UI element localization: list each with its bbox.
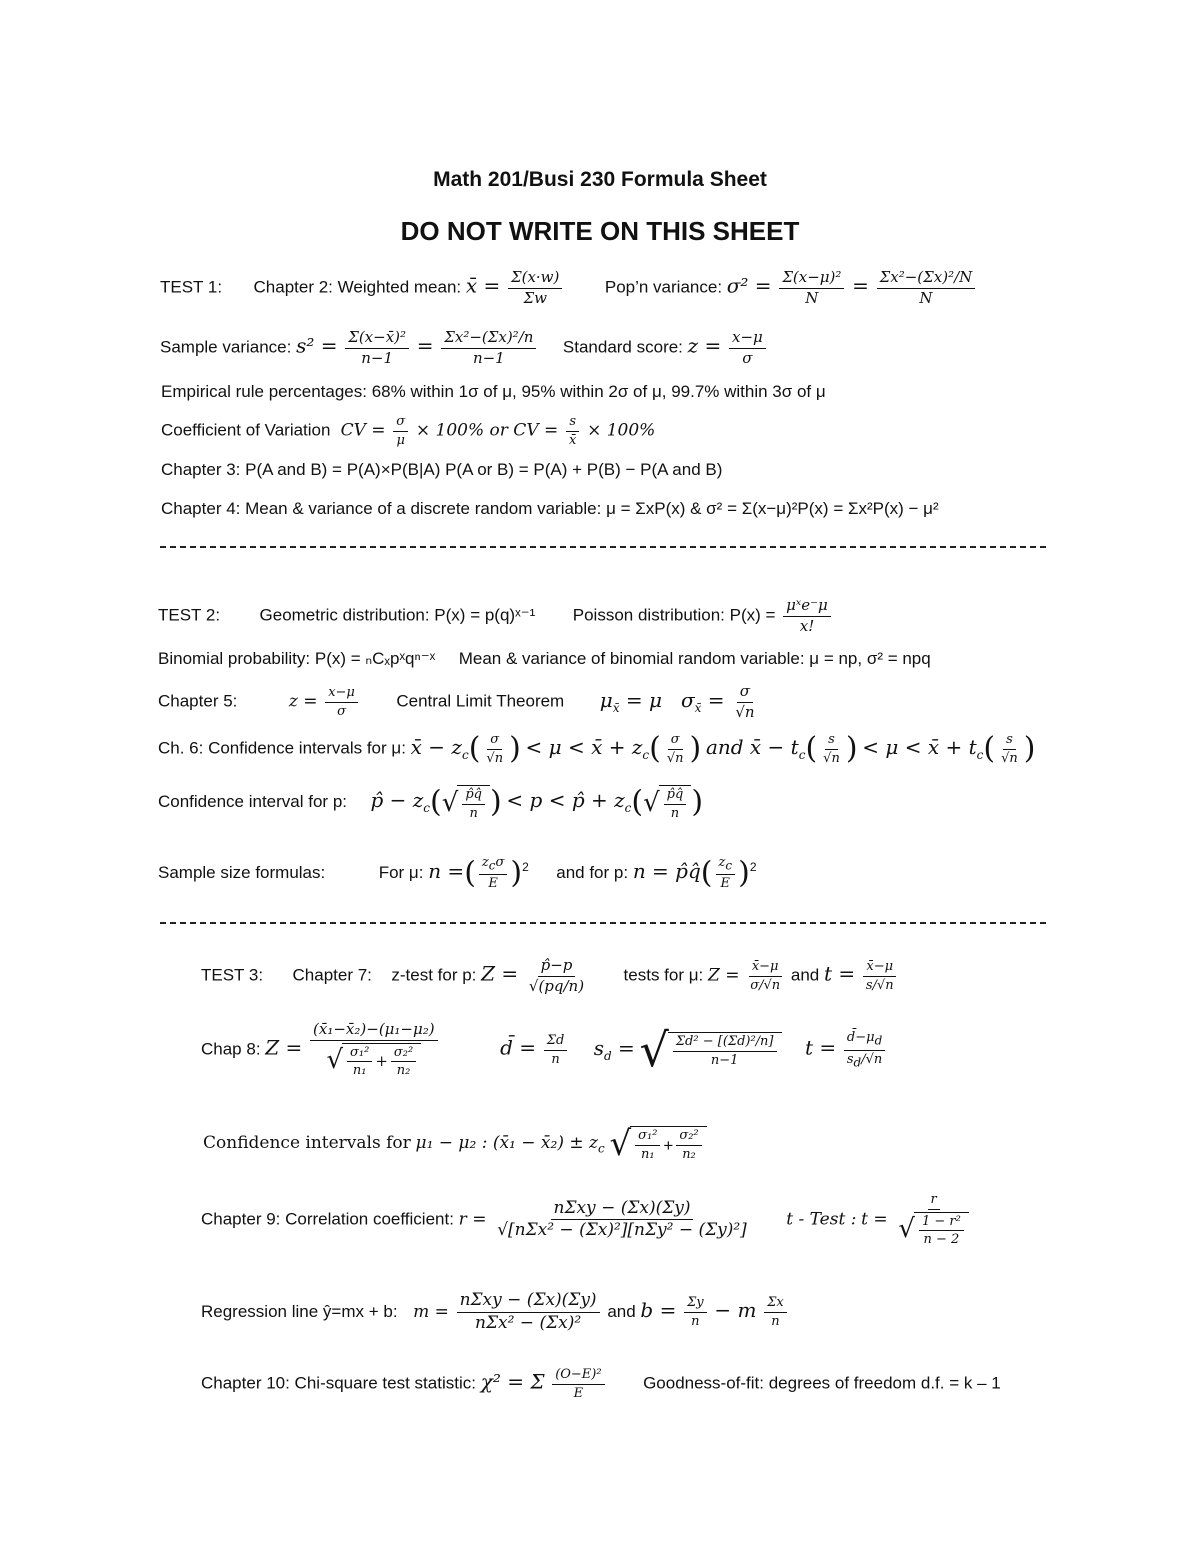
ci-diff-label: Confidence intervals for	[203, 1133, 411, 1154]
ch6-confidence-mu: Ch. 6: Confidence intervals for μ: x̄ − $z_c$( $\frac{\sigma}{√n}$ ) < μ < x̄ + $z_c$( $\frac{\sigma}{√n}$ ) and x̄ − $t_c$( $\frac{s}{√n}$ ) < μ < x̄ + $t_c$( $\frac{s}{√n}$ )	[158, 731, 1036, 767]
chapter5-line: Chapter 5: z = $\frac{x-\mu}{\sigma}$ Central Limit Theorem $\mu_{x̄} = \mu$ $\sigma_{x̄}$ = $\frac{\sigma}{√n}$	[158, 682, 755, 721]
geometric-distribution: Geometric distribution: P(x) = p(q)ˣ⁻¹	[259, 605, 536, 625]
ci-p-label: Confidence interval for p:	[158, 792, 347, 812]
section-separator-2	[160, 922, 1046, 924]
poisson-label: Poisson distribution: P(x) =	[572, 605, 776, 625]
chapter7-label: Chapter 7:	[292, 965, 372, 985]
cv-label: Coefficient of Variation	[161, 420, 331, 440]
ttest-label: t - Test :	[786, 1209, 857, 1230]
ch6-label: Ch. 6: Confidence intervals for μ:	[158, 738, 406, 758]
sample-size-formulas: Sample size formulas: For μ: n =( $\frac{\text{zcσ}}{E}$ )$^2$ and for p: n = p̂q̂( $\frac{zc}{E}$ )$^2$	[158, 855, 757, 892]
chapter5-label: Chapter 5:	[158, 691, 238, 711]
weighted-mean-label: Weighted mean:	[337, 277, 462, 297]
coefficient-of-variation: Coefficient of Variation CV = $\frac{\sigma}{\mu}$ × 100% or CV = $\frac{s}{x̄}$ × 100%	[161, 414, 656, 448]
regression-line: Regression line ŷ=mx + b: m = $\frac{\text{nΣxy − (Σx)(Σy)}}{\text{nΣx² − (Σx)²}}$ and b = $\frac{\Sigma y}{n}$ − m $\frac{\Sigma x}{n}$	[201, 1292, 790, 1333]
test3-chapter7: TEST 3: Chapter 7: z-test for p: Z = $\frac{p̂-p}{√(pq/n)}$ tests for μ: Z = $\frac{x̄-\mu}{\sigma/√n}$ and t = $\frac{x̄-\mu}{s/√n}$	[201, 958, 900, 995]
test1-label: TEST 1:	[160, 277, 223, 297]
test1-line-weighted-mean: TEST 1: Chapter 2: Weighted mean: x̄ = $\frac{\Sigma(x\cdot w)}{\Sigma w}$ Pop’n variance: σ² = $\frac{\text{Σ(x−μ)²}}{N}$ = $\frac{\text{Σx²−(Σx)²/N}}{N}$	[160, 270, 978, 307]
and-b-label: and	[607, 1301, 636, 1321]
empirical-rule: Empirical rule percentages: 68% within 1σ of μ, 95% within 2σ of μ, 99.7% within 3σ of μ	[161, 382, 826, 401]
chapter4-discrete-rv: Chapter 4: Mean & variance of a discrete random variable: μ = ΣxP(x) & σ² = Σ(x−μ)²P(x) = Σx²P(x) − μ²	[161, 499, 939, 518]
sample-variance-label: Sample variance:	[160, 337, 292, 357]
ztest-p-label: z-test for p:	[391, 965, 477, 985]
binomial-probability: Binomial probability: P(x) = ₙCₓpˣqⁿ⁻ˣ	[158, 649, 436, 668]
section-separator	[160, 546, 1046, 548]
chapter3-probability-rules: Chapter 3: P(A and B) = P(A)×P(B|A) P(A or B) = P(A) + P(B) − P(A and B)	[161, 460, 723, 479]
chapter10-chi-square: Chapter 10: Chi-square test statistic: χ² = Σ $\frac{\text{(O−E)²}}{E}$ Goodness-of-fit: degrees of freedom d.f. = k – 1	[201, 1367, 1001, 1401]
binomial-line	[158, 650, 931, 667]
chapter9-correlation: Chapter 9: Correlation coefficient: r = $\frac{\text{nΣxy − (Σx)(Σy)}}{\text{√[nΣx² − (Σx)²][nΣy² − (Σy)²]}}$ t - Test : t = r √ $\frac{\text{1 − r²}}{n - 2}$	[201, 1193, 975, 1247]
test2-line-distributions: TEST 2: Geometric distribution: P(x) = p(q)ˣ⁻¹ Poisson distribution: P(x) = $\frac{\text{μˣe⁻μ}}{x!}$	[158, 598, 834, 635]
chap8-line: Chap 8: Z = (x̄₁−x̄₂)−(μ₁−μ₂) √ $\frac{\text{σ₁²}}{\text{n₁}}$ + $\frac{\text{σ₂²}}{\text{n₂}}$ d̄ = $\frac{\Sigma d}{n}$ $s_d$ = √ $\frac{\text{Σd² − [(Σd)²/n]}}{n-1}$ t = $\frac{d̄-\mu d}{sd/√n}$	[201, 1022, 888, 1078]
chap8-label: Chap 8:	[201, 1039, 261, 1059]
tests-mu-label: tests for μ:	[623, 965, 704, 985]
sample-variance-line: Sample variance: s² = $\frac{\text{Σ(x−x̄)²}}{n-1}$ = $\frac{\text{Σx²−(Σx)²/n}}{n-1}$ Standard score: z = $\frac{x-\mu}{\sigma}$	[160, 330, 769, 367]
goodness-of-fit: Goodness-of-fit: degrees of freedom d.f. = k – 1	[643, 1373, 1001, 1393]
sheet-warning: DO NOT WRITE ON THIS SHEET	[400, 216, 800, 246]
popn-variance-label: Pop’n variance:	[604, 277, 723, 297]
regression-label: Regression line ŷ=mx + b:	[201, 1301, 398, 1321]
chapter9-label: Chapter 9: Correlation coefficient:	[201, 1209, 454, 1229]
chapter2-label: Chapter 2:	[253, 277, 333, 297]
for-mu-label: For μ:	[378, 862, 424, 882]
sheet-title: Math 201/Busi 230 Formula Sheet	[433, 168, 767, 191]
and-label: and	[790, 965, 820, 985]
test3-label: TEST 3:	[201, 965, 264, 985]
for-p-label: and for p:	[556, 862, 629, 882]
chapter10-label: Chapter 10: Chi-square test statistic:	[201, 1373, 476, 1393]
ci-proportion: Confidence interval for p: p̂ − $z_c$( √ $\frac{p̂q̂}{n}$ ) < p < p̂ + $z_c$( √ $\frac{p̂q̂}{n}$ )	[158, 784, 704, 821]
standard-score-label: Standard score:	[562, 337, 683, 357]
ci-difference-means: Confidence intervals for μ₁ − μ₂ : (x̄₁ − x̄₂) ± $z_c$ √ $\frac{\text{σ₁²}}{\text{n₁}}$ + $\frac{\text{σ₂²}}{\text{n₂}}$	[203, 1126, 707, 1161]
test2-label: TEST 2:	[158, 605, 221, 625]
sample-size-label: Sample size formulas:	[158, 862, 326, 882]
clt-label: Central Limit Theorem	[396, 691, 565, 711]
binomial-mean-variance: Mean & variance of binomial random variable: μ = np, σ² = npq	[458, 649, 931, 668]
